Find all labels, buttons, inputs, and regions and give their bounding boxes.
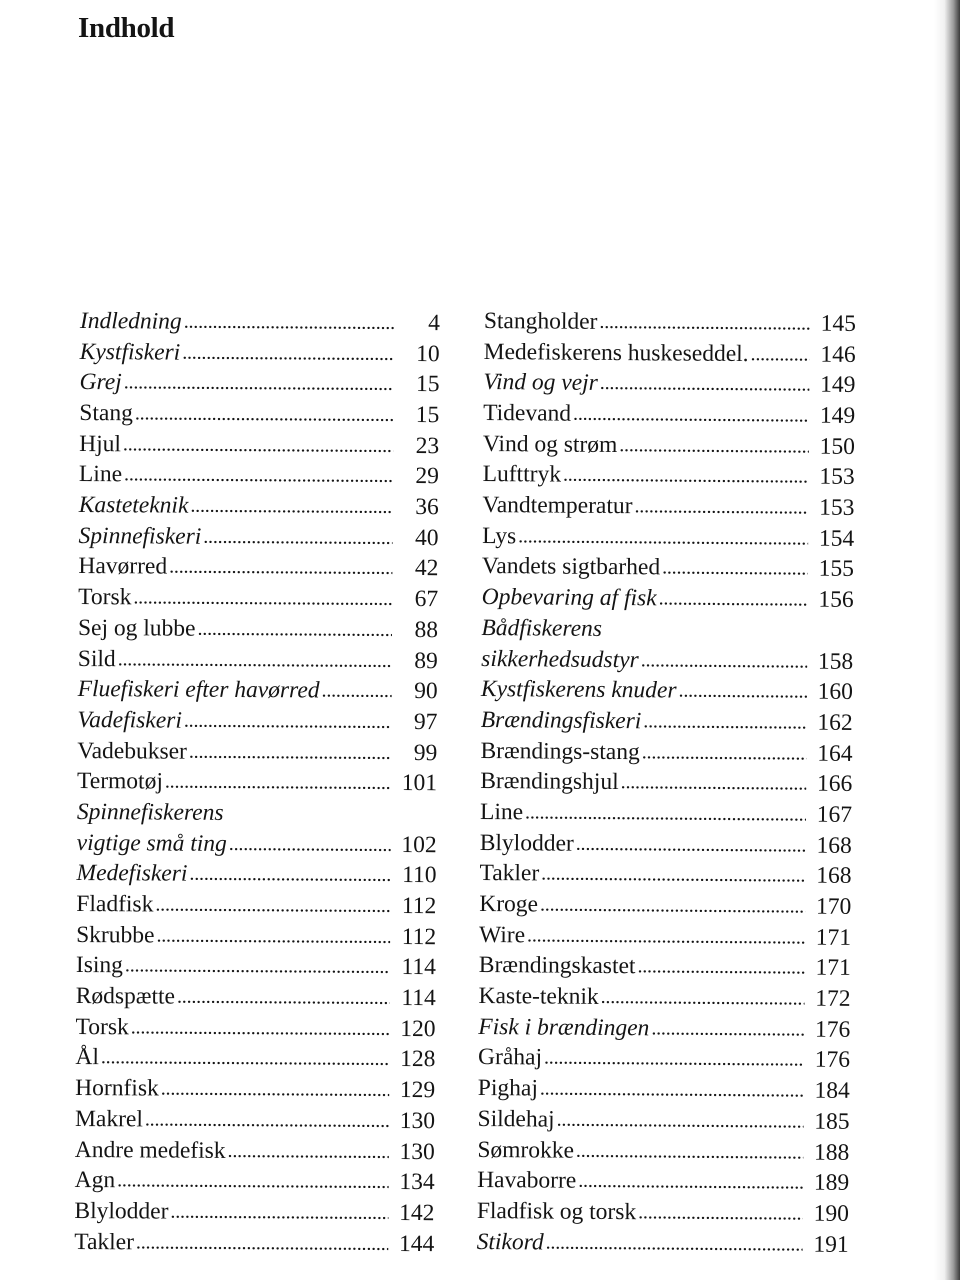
toc-entry (477, 1135, 849, 1169)
toc-entry (78, 582, 438, 615)
toc-entry (75, 1165, 435, 1198)
toc-entry (79, 459, 439, 492)
toc-entry-title: Vadefiskeri (77, 706, 182, 734)
dot-leader (600, 368, 810, 400)
toc-entry-page: 130 (399, 1107, 436, 1135)
toc-entry-title: Bådfiskerens (481, 614, 603, 642)
toc-entry (74, 1196, 434, 1229)
dot-leader (182, 337, 394, 369)
page-title: Indhold (78, 12, 175, 44)
toc-entry (479, 889, 851, 923)
toc-entry-title: Brændingsfiskeri (480, 706, 642, 735)
dot-leader (184, 706, 392, 738)
dot-leader (599, 307, 810, 339)
toc-entry-page: 67 (414, 586, 439, 613)
dot-leader (203, 522, 392, 554)
dot-leader (124, 460, 393, 492)
toc-entry (77, 705, 437, 738)
toc-entry-title: Hjul (79, 430, 122, 457)
toc-entry (75, 1135, 435, 1168)
toc-entry-title: Vind og vejr (483, 369, 598, 397)
toc-entry-title: Pighaj (477, 1075, 539, 1102)
toc-entry (78, 613, 438, 646)
dot-leader (101, 1043, 390, 1075)
toc-entry-page: 166 (816, 770, 853, 798)
toc-entry (76, 1012, 436, 1045)
dot-leader (651, 1013, 804, 1045)
toc-entry (76, 981, 436, 1014)
toc-entry-title: Takler (479, 860, 540, 887)
dot-leader (518, 521, 808, 554)
dot-leader (544, 1043, 804, 1076)
toc-entry (480, 797, 852, 831)
toc-right-column (477, 306, 856, 1260)
toc-entry-title: Kasteteknik (78, 492, 189, 519)
toc-entry-title: Vandets sigtbarhed (481, 553, 661, 581)
dot-leader (546, 1227, 803, 1260)
toc-entry-title: Kystfiskerens knuder (480, 676, 677, 704)
toc-entry-title: Medefiskeri (76, 860, 188, 888)
toc-entry (480, 736, 852, 770)
toc-entry (75, 1042, 435, 1075)
toc-entry-title: Medefiskerens huskeseddel. (483, 338, 749, 367)
toc-entry (484, 337, 856, 371)
toc-entry-title: Kroge (479, 891, 539, 918)
toc-entry-page: 153 (819, 494, 855, 522)
toc-entry-title: Skrubbe (76, 921, 155, 949)
toc-entry-page: 90 (414, 678, 438, 705)
toc-entry-page: 89 (414, 647, 438, 674)
dot-leader (189, 736, 392, 768)
toc-entry (78, 674, 438, 707)
toc-entry-title: Tidevand (483, 400, 572, 427)
dot-leader (637, 952, 805, 984)
toc-entry (76, 889, 436, 922)
toc-entry-page: 15 (415, 402, 440, 429)
toc-entry-page: 170 (815, 893, 852, 920)
toc-entry-page: 130 (399, 1138, 435, 1165)
toc-entry-title: Vadebukser (77, 737, 188, 765)
toc-entry-page: 158 (817, 648, 854, 675)
toc-entry-title: Fladfisk (76, 891, 154, 918)
dot-leader (118, 644, 392, 676)
toc-entry-page: 149 (819, 402, 856, 429)
toc-entry (478, 1073, 850, 1107)
toc-entry-title: Brændingshjul (480, 768, 619, 796)
toc-entry-title: Kystfiskeri (79, 338, 181, 366)
toc-entry-title: Ising (75, 952, 124, 979)
toc-entry-title: Fladfisk og torsk (476, 1197, 637, 1226)
toc-entry-title: Sild (77, 645, 116, 672)
toc-entry-page: 120 (400, 1015, 436, 1042)
toc-entry-title: Blylodder (74, 1197, 169, 1225)
toc-entry-page: 188 (814, 1139, 850, 1166)
toc-entry (483, 398, 855, 432)
toc-entry (77, 736, 437, 769)
toc-entry-title: Fisk i brændingen (478, 1013, 650, 1042)
dot-leader (197, 614, 392, 646)
toc-entry-page: 23 (415, 432, 440, 459)
toc-entry (479, 858, 851, 892)
toc-entry-page: 101 (401, 770, 438, 797)
toc-entry-page: 191 (813, 1231, 849, 1258)
toc-entry-title: Rødspætte (75, 983, 176, 1010)
dot-leader (136, 1227, 388, 1259)
toc-entry-page: 97 (413, 708, 438, 736)
toc-entry-title: Opbevaring af fisk (481, 584, 657, 612)
toc-entry-page: 88 (414, 616, 439, 644)
toc-entry-title: Vandtemperatur (482, 492, 633, 520)
toc-entry-page: 155 (818, 556, 855, 583)
dot-leader (634, 491, 808, 523)
dot-leader (184, 307, 394, 339)
toc-entry-title: Torsk (75, 1013, 129, 1041)
toc-entry (477, 1165, 849, 1199)
toc-entry (79, 367, 439, 400)
dot-leader (619, 430, 809, 462)
dot-leader (557, 1104, 804, 1137)
toc-entry-page: 112 (401, 923, 437, 950)
toc-entry-page: 99 (413, 739, 438, 766)
dot-leader (123, 429, 393, 461)
toc-entry-title: Hornfisk (75, 1075, 159, 1102)
dot-leader (563, 460, 809, 493)
toc-entry-page: 29 (415, 463, 440, 490)
toc-entry-page: 36 (415, 494, 439, 521)
toc-entry (478, 981, 850, 1015)
dot-leader (189, 859, 390, 891)
dot-leader (641, 645, 808, 677)
dot-leader (540, 890, 805, 923)
toc-entry (477, 1104, 849, 1138)
toc-entry-page: 171 (815, 924, 852, 951)
toc-entry-title: Blylodder (479, 829, 574, 857)
toc-entry (80, 306, 440, 339)
toc-entry-title: Termotøj (77, 768, 163, 795)
toc-entry-page: 185 (814, 1108, 850, 1135)
toc-entry (75, 1104, 435, 1137)
toc-left-column (74, 306, 440, 1259)
toc-entry-page: 129 (399, 1077, 436, 1104)
toc-entry (76, 858, 436, 891)
dot-leader (659, 584, 808, 616)
toc-entry (482, 582, 854, 616)
dot-leader (227, 1135, 388, 1167)
toc-entry-page: 172 (815, 985, 851, 1013)
dot-leader (169, 552, 392, 584)
toc-entry-page: 142 (399, 1199, 435, 1227)
dot-leader (525, 797, 806, 830)
dot-leader (540, 1074, 804, 1107)
toc-entry (483, 429, 855, 463)
toc-entry (479, 920, 851, 954)
dot-leader (170, 1197, 388, 1229)
toc-entry-title: Lufttryk (482, 461, 562, 489)
dot-leader (133, 583, 392, 615)
toc-entry-title: sikkerhedsudstyr (481, 645, 639, 673)
toc-entry-title: Line (479, 798, 524, 826)
toc-entry (484, 306, 856, 340)
toc-entry (480, 828, 852, 862)
page-edge-shadow (934, 0, 960, 1280)
toc-entry-title: Spinnefiskeri (78, 522, 202, 550)
toc-entry (76, 920, 436, 953)
toc-entry (79, 398, 439, 431)
toc-entry-title: Stang (79, 400, 133, 427)
toc-entry-title: Line (78, 461, 123, 488)
toc-entry-page: 164 (817, 740, 853, 767)
dot-leader (131, 1012, 390, 1044)
dot-leader (161, 1074, 390, 1106)
toc-entry-title: Andre medefisk (74, 1136, 226, 1164)
toc-entry (481, 705, 853, 739)
dot-leader (527, 920, 805, 953)
toc-entry (481, 644, 853, 678)
toc-entry-title: Fluefiskeri efter havørred (77, 676, 320, 704)
toc-entry (483, 367, 855, 401)
toc-entry-title: Brændings-stang (480, 737, 640, 765)
dot-leader (117, 1165, 389, 1197)
toc-entry-title: Grej (79, 369, 122, 396)
toc-entry-page: 153 (819, 464, 855, 491)
dot-leader (638, 1197, 803, 1229)
toc-entry (77, 766, 437, 799)
toc-entry (78, 551, 438, 584)
toc-entry (74, 1227, 434, 1260)
dot-leader (124, 368, 394, 400)
toc-entry (477, 1227, 849, 1261)
toc-entry (479, 950, 851, 984)
dot-leader (576, 828, 806, 860)
dot-leader (662, 553, 808, 585)
toc-entry-page: 149 (820, 372, 856, 399)
toc-entry-title: Havørred (78, 553, 168, 581)
toc-entry-title: Brændingskastet (478, 952, 636, 980)
toc-entry (481, 613, 853, 647)
toc-entry-page: 15 (415, 371, 440, 398)
toc-entry (76, 950, 436, 983)
toc-entry-title: Ål (75, 1044, 99, 1071)
toc-entry (75, 1073, 435, 1106)
dot-leader (321, 676, 391, 707)
toc-entry-page: 171 (815, 955, 851, 982)
dot-leader (573, 399, 809, 432)
dot-leader (155, 890, 390, 922)
dot-leader (177, 982, 390, 1014)
toc-entry (482, 490, 854, 524)
toc-entry-page: 146 (820, 341, 856, 368)
toc-entry (480, 766, 852, 800)
toc-entry-page: 112 (401, 893, 437, 920)
toc-entry-page: 144 (398, 1230, 435, 1257)
toc-entry-title: Havaborre (477, 1167, 577, 1194)
toc-entry-page: 42 (414, 555, 439, 582)
toc-entry-page: 160 (817, 678, 854, 706)
toc-entry-page: 167 (816, 801, 853, 828)
toc-entry-page: 4 (428, 310, 440, 337)
dot-leader (750, 339, 809, 370)
toc-entry (482, 551, 854, 585)
dot-leader (125, 951, 390, 983)
toc-entry-page: 190 (813, 1200, 849, 1227)
toc-entry (477, 1196, 849, 1230)
toc-entry-title: Vind og strøm (482, 430, 618, 458)
dot-leader (145, 1104, 389, 1136)
dot-leader (578, 1166, 803, 1198)
toc-entry-page: 168 (816, 862, 852, 890)
toc-entry (79, 490, 439, 523)
toc-entry (78, 644, 438, 677)
dot-leader (229, 829, 391, 861)
toc-entry (80, 337, 440, 370)
toc-entry-page: 128 (400, 1046, 436, 1073)
toc-entry-page: 102 (401, 831, 437, 858)
toc-entry-page: 176 (814, 1016, 851, 1043)
toc-entry-page: 154 (818, 525, 855, 552)
toc-entry (79, 521, 439, 554)
dot-leader (621, 767, 807, 799)
toc-entry-page: 114 (401, 985, 436, 1012)
toc-entry (77, 797, 437, 830)
toc-entry-title: Agn (74, 1167, 116, 1194)
toc-entry-title: Gråhaj (477, 1044, 543, 1071)
toc-entry (478, 1042, 850, 1076)
dot-leader (678, 676, 807, 708)
toc-entry-title: Stikord (476, 1228, 544, 1256)
dot-leader (642, 737, 807, 769)
toc-entry-page: 114 (401, 954, 437, 981)
toc-entry-title: Stangholder (483, 307, 598, 335)
toc-entry (483, 459, 855, 493)
toc-entry-page: 145 (820, 310, 856, 337)
toc-entry-title: Kaste-teknik (478, 983, 599, 1011)
dot-leader (576, 1135, 804, 1167)
dot-leader (643, 706, 807, 738)
toc-entry-title: Lys (482, 522, 517, 550)
toc-entry-page: 189 (813, 1169, 850, 1197)
toc-entry-title: Indledning (79, 307, 182, 335)
toc-entry-page: 176 (814, 1047, 851, 1074)
toc-entry (478, 1012, 850, 1046)
toc-entry-page: 10 (416, 340, 440, 367)
toc-entry-title: Sildehaj (477, 1105, 555, 1133)
dot-leader (541, 859, 806, 892)
toc-entry (77, 828, 437, 861)
toc-entry-title: Makrel (74, 1105, 143, 1133)
toc-entry (79, 429, 439, 462)
toc-entry-page: 40 (415, 524, 439, 551)
dot-leader (156, 920, 390, 952)
toc-entry (482, 521, 854, 555)
toc-entry-page: 184 (814, 1077, 850, 1105)
toc-entry-title: Sømrokke (477, 1136, 575, 1164)
toc-entry-page: 110 (402, 862, 437, 889)
toc-entry-page: 156 (818, 586, 854, 614)
toc-entry-title: Spinnefiskerens (76, 798, 224, 826)
toc-entry-title: Sej og lubbe (77, 614, 196, 642)
toc-entry (481, 674, 853, 708)
toc-entry-page: 162 (817, 709, 853, 736)
toc-entry-title: Wire (478, 921, 526, 949)
dot-leader (165, 767, 391, 799)
dot-leader (190, 491, 393, 523)
dot-leader (601, 982, 805, 1014)
toc-entry-page: 168 (816, 832, 852, 859)
toc-entry-title: Torsk (78, 584, 132, 611)
toc-entry-page: 150 (819, 433, 856, 460)
toc-entry-title: Takler (74, 1228, 135, 1255)
toc-entry-title: vigtige små ting (76, 829, 227, 857)
dot-leader (135, 398, 394, 430)
toc-entry-page: 134 (399, 1169, 435, 1196)
